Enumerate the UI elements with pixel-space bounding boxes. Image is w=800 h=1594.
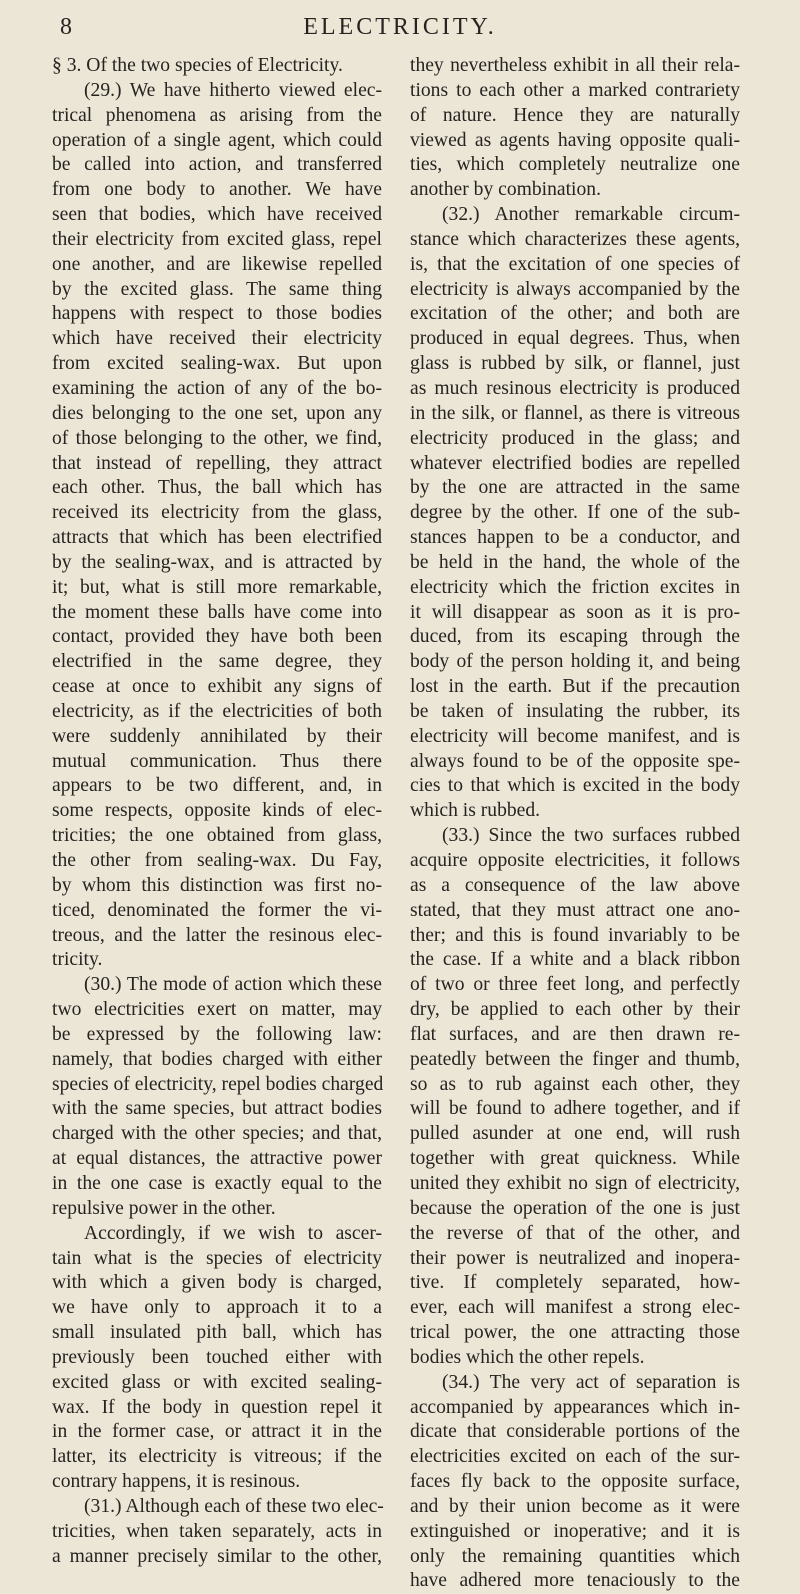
text-line: which is rubbed. [410, 800, 541, 822]
text-line: from one body to another. We have [52, 179, 382, 201]
page-number: 8 [60, 14, 72, 40]
text-line: that instead of repelling, they attract [52, 452, 382, 474]
text-line: duced, from its escaping through the [410, 626, 740, 648]
text-line: extinguished or inoperative; and it is [410, 1520, 740, 1542]
text-line: each other. Thus, the ball which has [52, 477, 382, 499]
text-line: (30.) The mode of action which these [84, 974, 382, 996]
text-line: produced in equal degrees. Thus, when [410, 328, 740, 350]
text-line: be taken of insulating the rubber, its [410, 700, 740, 722]
text-line: with the same species, but attract bodies [52, 1098, 382, 1120]
text-line: repulsive power in the other. [52, 1197, 276, 1219]
text-line: tain what is the species of electricity [52, 1247, 382, 1269]
text-line: of two or three feet long, and perfectly [410, 974, 740, 996]
text-line: species of electricity, repel bodies charged [52, 1073, 384, 1095]
text-line: electricity is always accompanied by the [410, 278, 740, 300]
text-line: electricity produced in the glass; and [410, 427, 740, 449]
text-line: electrified in the same degree, they [52, 651, 382, 673]
text-line: of those belonging to the other, we find, [52, 427, 382, 449]
text-line: because the operation of the one is just [410, 1197, 740, 1219]
text-line: ticed, denominated the former the vi- [52, 899, 382, 921]
text-line: together with great quickness. While [410, 1148, 740, 1170]
text-line: two electricities exert on matter, may [52, 999, 382, 1021]
text-line: trical phenomena as arising from the [52, 104, 382, 126]
text-line: always found to be of the opposite spe- [410, 750, 740, 772]
text-line: some respects, opposite kinds of elec- [52, 800, 382, 822]
text-line: electricity will become manifest, and is [410, 725, 740, 747]
text-line: trical power, the one attracting those [410, 1322, 740, 1344]
text-line: viewed as agents having opposite quali- [410, 129, 740, 151]
text-line: in the former case, or attract it in the [52, 1421, 382, 1443]
text-line: were suddenly annihilated by their [52, 725, 382, 747]
text-line: excited glass or with excited sealing- [52, 1371, 382, 1393]
text-line: tricities; the one obtained from glass, [52, 825, 382, 847]
text-line: received its electricity from the glass, [52, 502, 382, 524]
text-line: by the sealing-wax, and is attracted by [52, 551, 382, 573]
text-line: they nevertheless exhibit in all their rela- [410, 55, 740, 76]
text-line: the reverse of that of the other, and [410, 1222, 740, 1244]
text-line: latter, its electricity is vitreous; if the [52, 1446, 382, 1468]
text-line: (33.) Since the two surfaces rubbed [442, 825, 740, 847]
text-line: dicate that considerable portions of the [410, 1421, 740, 1443]
text-line: electricities excited on each of the sur- [410, 1446, 740, 1468]
text-line: be expressed by the following law: [52, 1023, 382, 1045]
text-line: as a consequence of the law above [410, 874, 740, 896]
text-line: examining the action of any of the bo- [52, 377, 382, 399]
text-line: tricities, when taken separately, acts in [52, 1520, 382, 1542]
text-line: small insulated pith ball, which has [52, 1322, 382, 1344]
text-line: operation of a single agent, which could [52, 129, 382, 151]
text-line: degree by the other. If one of the sub- [410, 502, 740, 524]
text-line: stance which characterizes these agents, [410, 228, 740, 250]
text-line: excitation of the other; and both are [410, 303, 740, 325]
text-line: body of the person holding it, and being [410, 651, 740, 673]
text-line: previously been touched either with [52, 1346, 382, 1368]
text-line: as much resinous electricity is produced [410, 377, 740, 399]
text-line: have adhered more tenaciously to the [410, 1570, 740, 1592]
text-line: by the excited glass. The same thing [52, 278, 382, 300]
text-line: be called into action, and transferred [52, 154, 382, 176]
text-line: electricity, as if the electricities of both [52, 700, 382, 722]
page-header [0, 14, 800, 44]
text-line: treous, and the latter the resinous elec- [52, 924, 382, 946]
text-line: (32.) Another remarkable circum- [442, 204, 740, 226]
text-line: cies to that which is excited in the body [410, 775, 740, 797]
text-line: their power is neutralized and inopera- [410, 1247, 740, 1269]
text-line: in the one case is exactly equal to the [52, 1172, 382, 1194]
text-line: another by combination. [410, 179, 601, 201]
text-line: cease at once to exhibit any signs of [52, 676, 382, 698]
text-line: is, that the excitation of one species of [410, 253, 740, 275]
text-line: whatever electrified bodies are repelled [410, 452, 740, 474]
text-line: one another, and are likewise repelled [52, 253, 382, 275]
text-line: by the one are attracted in the same [410, 477, 740, 499]
text-line: appears to be two different, and, in [52, 775, 382, 797]
text-line: charged with the other species; and that, [52, 1123, 382, 1145]
right-text-column [410, 54, 740, 1594]
text-line: Accordingly, if we wish to ascer- [84, 1222, 382, 1244]
text-line: (34.) The very act of separation is [442, 1371, 740, 1393]
text-line: the case. If a white and a black ribbon [410, 949, 740, 971]
text-line: at equal distances, the attractive power [52, 1148, 382, 1170]
text-line: by whom this distinction was first no- [52, 874, 382, 896]
text-line: faces fly back to the opposite surface, [410, 1471, 740, 1493]
text-line: from excited sealing-wax. But upon [52, 353, 382, 375]
text-line: electricity which the friction excites in [410, 576, 740, 598]
text-line: wax. If the body in question repel it [52, 1396, 382, 1418]
text-line: so as to rub against each other, they [410, 1073, 740, 1095]
text-line: be held in the hand, the whole of the [410, 551, 740, 573]
text-line: happens with respect to those bodies [52, 303, 382, 325]
text-line: their electricity from excited glass, repel [52, 228, 382, 250]
text-line: acquire opposite electricities, it follows [410, 850, 740, 871]
running-title: ELECTRICITY. [303, 14, 497, 40]
text-line: in the silk, or flannel, as there is vitreous [410, 402, 740, 424]
text-line: peatedly between the finger and thumb, [410, 1048, 740, 1070]
text-line: stated, that they must attract one ano- [410, 899, 740, 921]
text-line: pulled asunder at one end, will rush [410, 1123, 740, 1145]
text-line: a manner precisely similar to the other, [52, 1545, 382, 1567]
text-line: flat surfaces, and are then drawn re- [410, 1023, 740, 1045]
text-line: tive. If completely separated, how- [410, 1272, 740, 1294]
text-line: § 3. Of the two species of Electricity. [52, 55, 343, 76]
text-line: namely, that bodies charged with either [52, 1048, 382, 1070]
text-line: dies belonging to the one set, upon any [52, 402, 382, 424]
text-line: ther; and this is found invariably to be [410, 924, 740, 946]
text-line: lost in the earth. But if the precaution [410, 676, 740, 698]
text-line: mutual communication. Thus there [52, 750, 382, 772]
text-line: glass is rubbed by silk, or flannel, just [410, 353, 740, 375]
text-line: ever, each will manifest a strong elec- [410, 1297, 740, 1319]
text-line: it will disappear as soon as it is pro- [410, 601, 740, 623]
text-line: dry, be applied to each other by their [410, 999, 740, 1021]
text-line: and by their union become as it were [410, 1495, 740, 1517]
text-line: contrary happens, it is resinous. [52, 1471, 301, 1493]
text-line: of nature. Hence they are naturally [410, 104, 740, 126]
text-line: contact, provided they have both been [52, 626, 382, 648]
text-line: tricity. [52, 949, 103, 971]
text-line: with which a given body is charged, [52, 1272, 382, 1294]
text-line: only the remaining quantities which [410, 1545, 740, 1567]
text-line: (29.) We have hitherto viewed elec- [84, 79, 382, 101]
text-line: tions to each other a marked contrariety [410, 79, 740, 101]
text-line: seen that bodies, which have received [52, 204, 382, 226]
text-line: will be found to adhere together, and if [410, 1098, 740, 1120]
text-line: stances happen to be a conductor, and [410, 527, 740, 549]
text-line: the moment these balls have come into [52, 601, 382, 623]
text-line: which have received their electricity [52, 328, 382, 350]
text-line: accompanied by appearances which in- [410, 1396, 740, 1418]
text-line: united they exhibit no sign of electricity, [410, 1172, 740, 1194]
text-line: the other from sealing-wax. Du Fay, [52, 850, 382, 871]
text-line: (31.) Although each of these two elec- [84, 1495, 384, 1517]
text-line: it; but, what is still more remarkable, [52, 576, 382, 598]
text-line: attracts that which has been electrified [52, 527, 382, 549]
text-line: ties, which completely neutralize one [410, 154, 740, 176]
text-line: bodies which the other repels. [410, 1346, 645, 1368]
text-line: we have only to approach it to a [52, 1297, 382, 1319]
left-text-column [52, 54, 382, 1569]
